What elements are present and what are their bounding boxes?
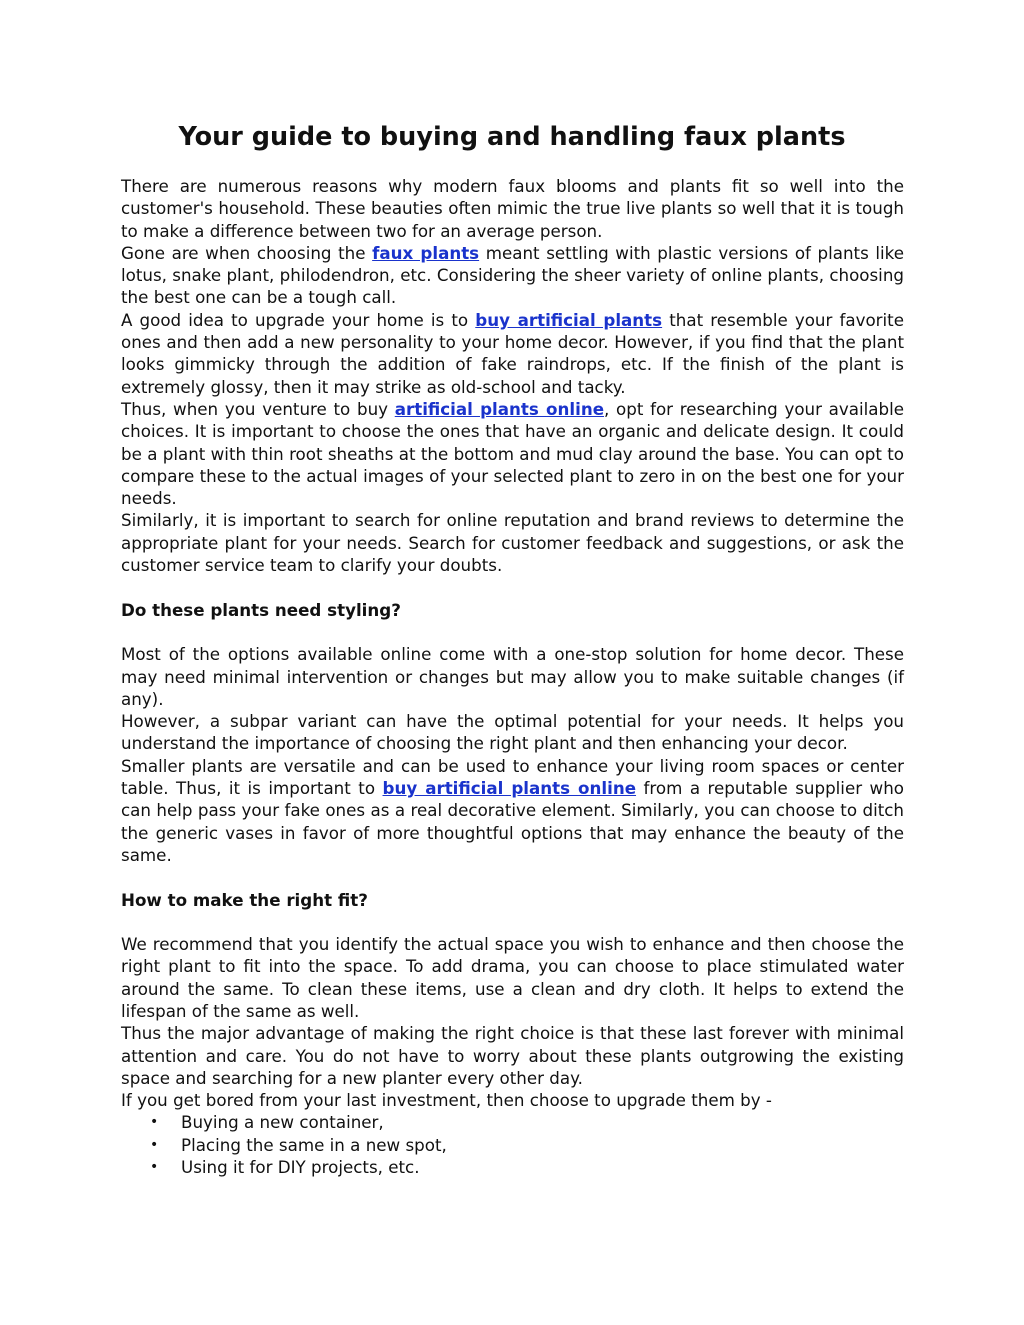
text-run: Smaller plants are versatile and can be used to enhance your living room spaces or center table. Thus, it is important to [121, 755, 904, 799]
intro-paragraph-5: Similarly, it is important to search for online reputation and brand reviews to determine the appropriate plant for your needs. Search for customer feedback and suggestions, or ask the customer service team to clarify your doubts. [121, 510, 904, 576]
text-run: A good idea to upgrade your home is to [121, 309, 476, 330]
spacer [121, 866, 904, 888]
buy-artificial-plants-link[interactable]: buy artificial plants [475, 309, 663, 330]
text-run: Thus, when you venture to buy [121, 398, 395, 419]
spacer [121, 911, 904, 933]
styling-paragraph-1: Most of the options available online come with a one-stop solution for home decor. These may need minimal intervention or changes but may allow you to make suitable changes (if any). [121, 644, 904, 709]
artificial-plants-online-link[interactable]: artificial plants online [394, 398, 605, 419]
faux-plants-link[interactable]: faux plants [372, 242, 480, 263]
bullet-icon: • [150, 1136, 159, 1153]
intro-paragraph-4 [121, 398, 904, 509]
styling-paragraph-3 [121, 755, 904, 866]
list-item [150, 1111, 904, 1133]
buy-artificial-plants-online-link[interactable]: buy artificial plants online [382, 778, 637, 799]
text-run: , opt for researching your available choices. It is important to choose the ones that have an organic and delicate design. It could be a plant with thin root sheaths at the bottom and mud clay around the base. You can opt to compare these to the actual images of your selected plant to zero in on the best one for your needs. [121, 398, 905, 509]
list-item-text: Using it for DIY projects, etc. [181, 1157, 420, 1178]
fit-paragraph-2: Thus the major advantage of making the right choice is that these last forever with minimal attention and care. You do not have to worry about these plants outgrowing the existing space and searching for a new planter every other day. [121, 1023, 904, 1088]
page-title: Your guide to buying and handling faux plants [178, 122, 846, 152]
section-heading-styling: Do these plants need styling? [121, 599, 401, 620]
list-item [150, 1134, 904, 1156]
document-body [121, 175, 904, 1178]
fit-paragraph-3: If you get bored from your last investment, then choose to upgrade them by - [121, 1090, 772, 1111]
text-run: meant settling with plastic versions of plants like lotus, snake plant, philodendron, etc. Considering the sheer variety of online plants, choosing the best one can be a tough call. [121, 242, 904, 308]
intro-paragraph-3 [121, 309, 904, 398]
text-run: from a reputable supplier who can help pass your fake ones as a real decorative element. Similarly, you can choose to ditch the generic vases in favor of more thoughtful options that may enhance the beauty of the same. [121, 778, 904, 865]
bullet-icon: • [150, 1159, 159, 1176]
list-item-text: Buying a new container, [181, 1112, 384, 1133]
bullet-icon: • [150, 1114, 159, 1131]
upgrade-list [121, 1111, 904, 1178]
section-heading-fit: How to make the right fit? [121, 889, 368, 910]
intro-paragraph-2 [121, 242, 904, 309]
spacer [121, 621, 904, 643]
intro-paragraph-1: There are numerous reasons why modern faux blooms and plants fit so well into the customer's household. These beauties often mimic the true live plants so well that it is tough to make a difference between two for an average person. [121, 176, 904, 241]
styling-paragraph-2: However, a subpar variant can have the optimal potential for your needs. It helps you understand the importance of choosing the right plant and then enhancing your decor. [121, 711, 904, 754]
list-item [150, 1156, 904, 1178]
text-run: Gone are when choosing the [121, 242, 373, 263]
fit-paragraph-1: We recommend that you identify the actual space you wish to enhance and then choose the right plant to fit into the space. To add drama, you can choose to place stimulated water around the same. To clean these items, use a clean and dry cloth. It helps to extend the lifespan of the same as well. [121, 934, 904, 1021]
list-item-text: Placing the same in a new spot, [181, 1134, 447, 1155]
spacer [121, 576, 904, 598]
text-run: that resemble your favorite ones and then add a new personality to your home decor. However, if you find that the plant looks gimmicky through the addition of fake raindrops, etc. If the finish of the plant is extremely glossy, then it may strike as old-school and tacky. [121, 309, 904, 397]
